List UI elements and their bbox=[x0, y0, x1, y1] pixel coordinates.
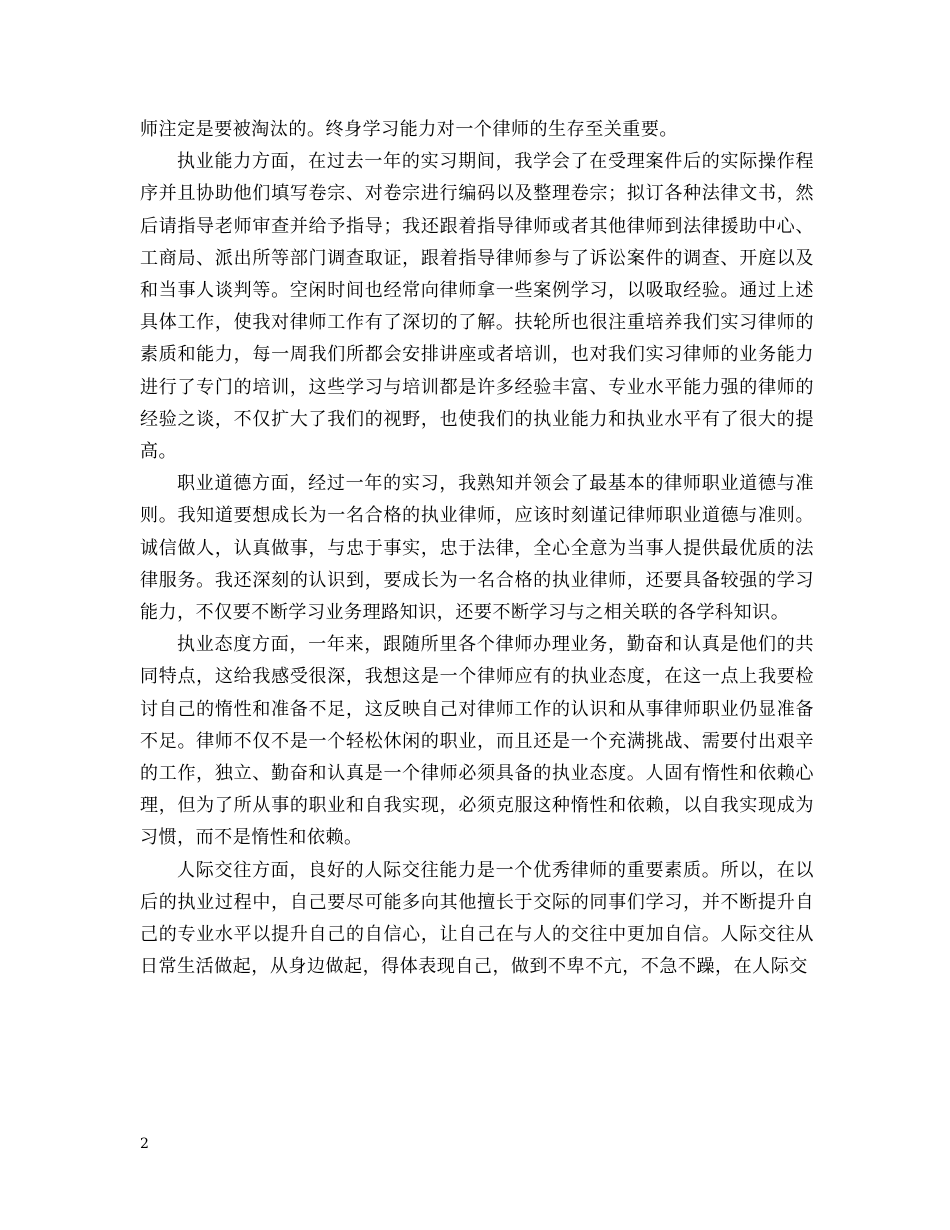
paragraph-interpersonal: 人际交往方面，良好的人际交往能力是一个优秀律师的重要素质。所以，在以后的执业过程中，自己要尽可能多向其他擅长于交际的同事们学习，并不断提升自己的专业水平以提升自己的自信心，让自己在与人的交往中更加自信。人际交往从日常生活做起，从身边做起，得体表现自己，做到不卑不亢，不急不躁，在人际交 bbox=[140, 859, 814, 978]
document-body bbox=[140, 114, 814, 983]
paragraph-practice-ability: 执业能力方面，在过去一年的实习期间，我学会了在受理案件后的实际操作程序并且协助他们填写卷宗、对卷宗进行编码以及整理卷宗；拟订各种法律文书，然后请指导老师审查并给予指导；我还跟着指导律师或者其他律师到法律援助中心、工商局、派出所等部门调查取证，跟着指导律师参与了诉讼案件的调查、开庭以及和当事人谈判等。空闲时间也经常向律师拿一些案例学习，以吸取经验。通过上述具体工作，使我对律师工作有了深切的了解。扶轮所也很注重培养我们实习律师的素质和能力，每一周我们所都会安排讲座或者培训，也对我们实习律师的业务能力进行了专门的培训，这些学习与培训都是许多经验丰富、专业水平能力强的律师的经验之谈，不仅扩大了我们的视野，也使我们的执业能力和执业水平有了很大的提高。 bbox=[140, 151, 814, 463]
paragraph-professional-ethics: 职业道德方面，经过一年的实习，我熟知并领会了最基本的律师职业道德与准则。我知道要想成长为一名合格的执业律师，应该时刻谨记律师职业道德与准则。诚信做人，认真做事，与忠于事实，忠于法律，全心全意为当事人提供最优质的法律服务。我还深刻的认识到，要成长为一名合格的执业律师，还要具备较强的学习能力，不仅要不断学习业务理路知识，还要不断学习与之相关联的各学科知识。 bbox=[140, 473, 814, 624]
page-number: 2 bbox=[140, 1136, 149, 1152]
paragraph-work-attitude: 执业态度方面，一年来，跟随所里各个律师办理业务，勤奋和认真是他们的共同特点，这给我感受很深，我想这是一个律师应有的执业态度，在这一点上我要检讨自己的惰性和准备不足，这反映自己对律师工作的认识和从事律师职业仍显准备不足。律师不仅不是一个轻松休闲的职业，而且还是一个充满挑战、需要付出艰辛的工作，独立、勤奋和认真是一个律师必须具备的执业态度。人固有惰性和依赖心理，但为了所从事的职业和自我实现，必须克服这种惰性和依赖，以自我实现成为习惯，而不是惰性和依赖。 bbox=[140, 634, 814, 849]
paragraph-continuation: 师注定是要被淘汰的。终身学习能力对一个律师的生存至关重要。 bbox=[140, 119, 678, 140]
